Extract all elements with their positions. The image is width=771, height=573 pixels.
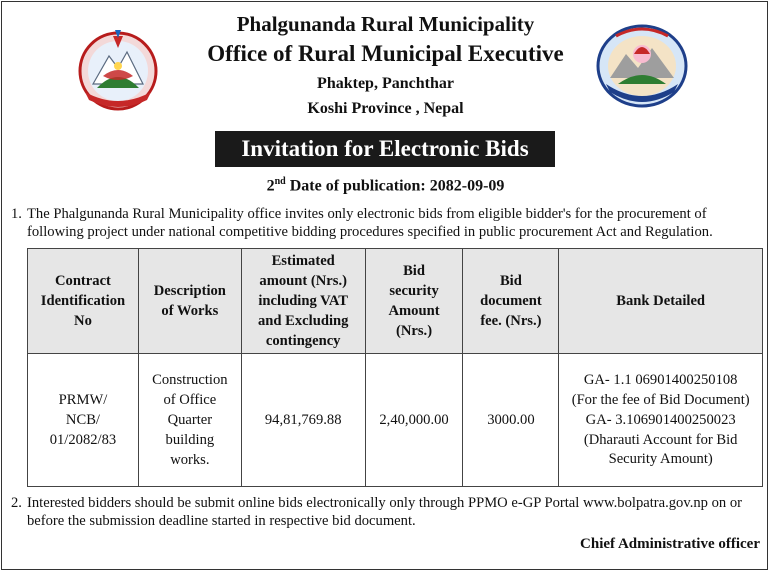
header-contract-id — [28, 249, 139, 354]
header-line: Bid — [499, 273, 522, 289]
municipality-name: Phalgunanda Rural Municipality — [236, 12, 535, 36]
header-bank-detailed — [559, 249, 763, 354]
header-line: including VAT — [258, 293, 349, 309]
header-line: amount (Nrs.) — [259, 273, 347, 289]
cell-line: Construction — [152, 372, 228, 388]
cell-document-fee: 3000.00 — [463, 354, 559, 487]
header-line: Bid — [403, 263, 425, 279]
bid-details-table — [27, 248, 763, 487]
office-location: Phaktep, Panchthar — [317, 75, 454, 92]
header-line: Contract — [54, 273, 111, 289]
paragraph-2 — [11, 494, 763, 530]
cell-contract-id — [28, 354, 139, 487]
header-estimated-amount — [241, 249, 365, 354]
office-name: Office of Rural Municipal Executive — [207, 41, 564, 66]
paragraph-1 — [11, 205, 763, 241]
header-line: document — [480, 293, 542, 309]
publication-date: 2082-09-09 — [429, 177, 505, 195]
header-description — [138, 249, 241, 354]
cell-line: PRMW/ — [58, 392, 108, 408]
cell-line: 01/2082/83 — [49, 432, 117, 448]
header-line: (Nrs.) — [396, 323, 433, 339]
table-row — [28, 354, 763, 487]
header-line: Estimated — [271, 253, 335, 269]
header-document-fee — [463, 249, 559, 354]
bank-account-security-note: (Dharauti Account for Bid Security Amount) — [583, 432, 738, 467]
header-line: contingency — [265, 333, 341, 349]
bank-account-fee: GA- 1.1 06901400250108 — [583, 372, 738, 388]
cell-estimated-amount: 94,81,769.88 — [241, 354, 365, 487]
paragraph-1-number: 1. — [11, 206, 22, 222]
publication-label: Date of publication: — [285, 177, 430, 195]
header-line: Description — [153, 283, 226, 299]
header-line: security — [389, 283, 439, 299]
cell-line: building — [165, 432, 215, 448]
publication-ordinal-suffix: nd — [274, 176, 286, 187]
notice-title: Invitation for Electronic Bids — [241, 136, 529, 161]
header-line: and Excluding — [257, 313, 349, 329]
notice-title-banner — [215, 131, 555, 167]
cell-line: Quarter — [167, 412, 213, 428]
bank-account-security: GA- 3.106901400250023 — [585, 412, 736, 428]
cell-bid-security: 2,40,000.00 — [365, 354, 463, 487]
paragraph-2-number: 2. — [11, 495, 22, 511]
publication-date-line — [0, 176, 771, 195]
publication-ordinal-number: 2 — [266, 177, 275, 195]
cell-bank-detailed — [559, 354, 763, 487]
bank-account-fee-note: (For the fee of Bid Document) — [571, 392, 750, 408]
header-line: No — [74, 313, 92, 329]
office-province: Koshi Province , Nepal — [307, 100, 464, 117]
header-line: Identification — [40, 293, 126, 309]
header-line: fee. (Nrs.) — [480, 313, 542, 329]
header-bid-security — [365, 249, 463, 354]
cell-description — [138, 354, 241, 487]
paragraph-1-text: The Phalgunanda Rural Municipality office invites only electronic bids from eligible bidder's for the procurement of following project under national competitive bidding procedures specified in public procurement Act and Regulation. — [27, 206, 713, 240]
signature-title: Chief Administrative officer — [580, 536, 760, 552]
paragraph-2-text: Interested bidders should be submit online bids electronically only through PPMO e-GP Portal www.bolpatra.gov.np on or before the submission deadline started in respective bid document. — [27, 495, 742, 529]
header-line: Bank Detailed — [616, 293, 706, 309]
table-header-row — [28, 249, 763, 354]
cell-line: of Office — [163, 392, 217, 408]
cell-line: NCB/ — [65, 412, 100, 428]
header-line: Amount — [388, 303, 440, 319]
header-line: of Works — [161, 303, 219, 319]
cell-line: works. — [170, 452, 210, 468]
